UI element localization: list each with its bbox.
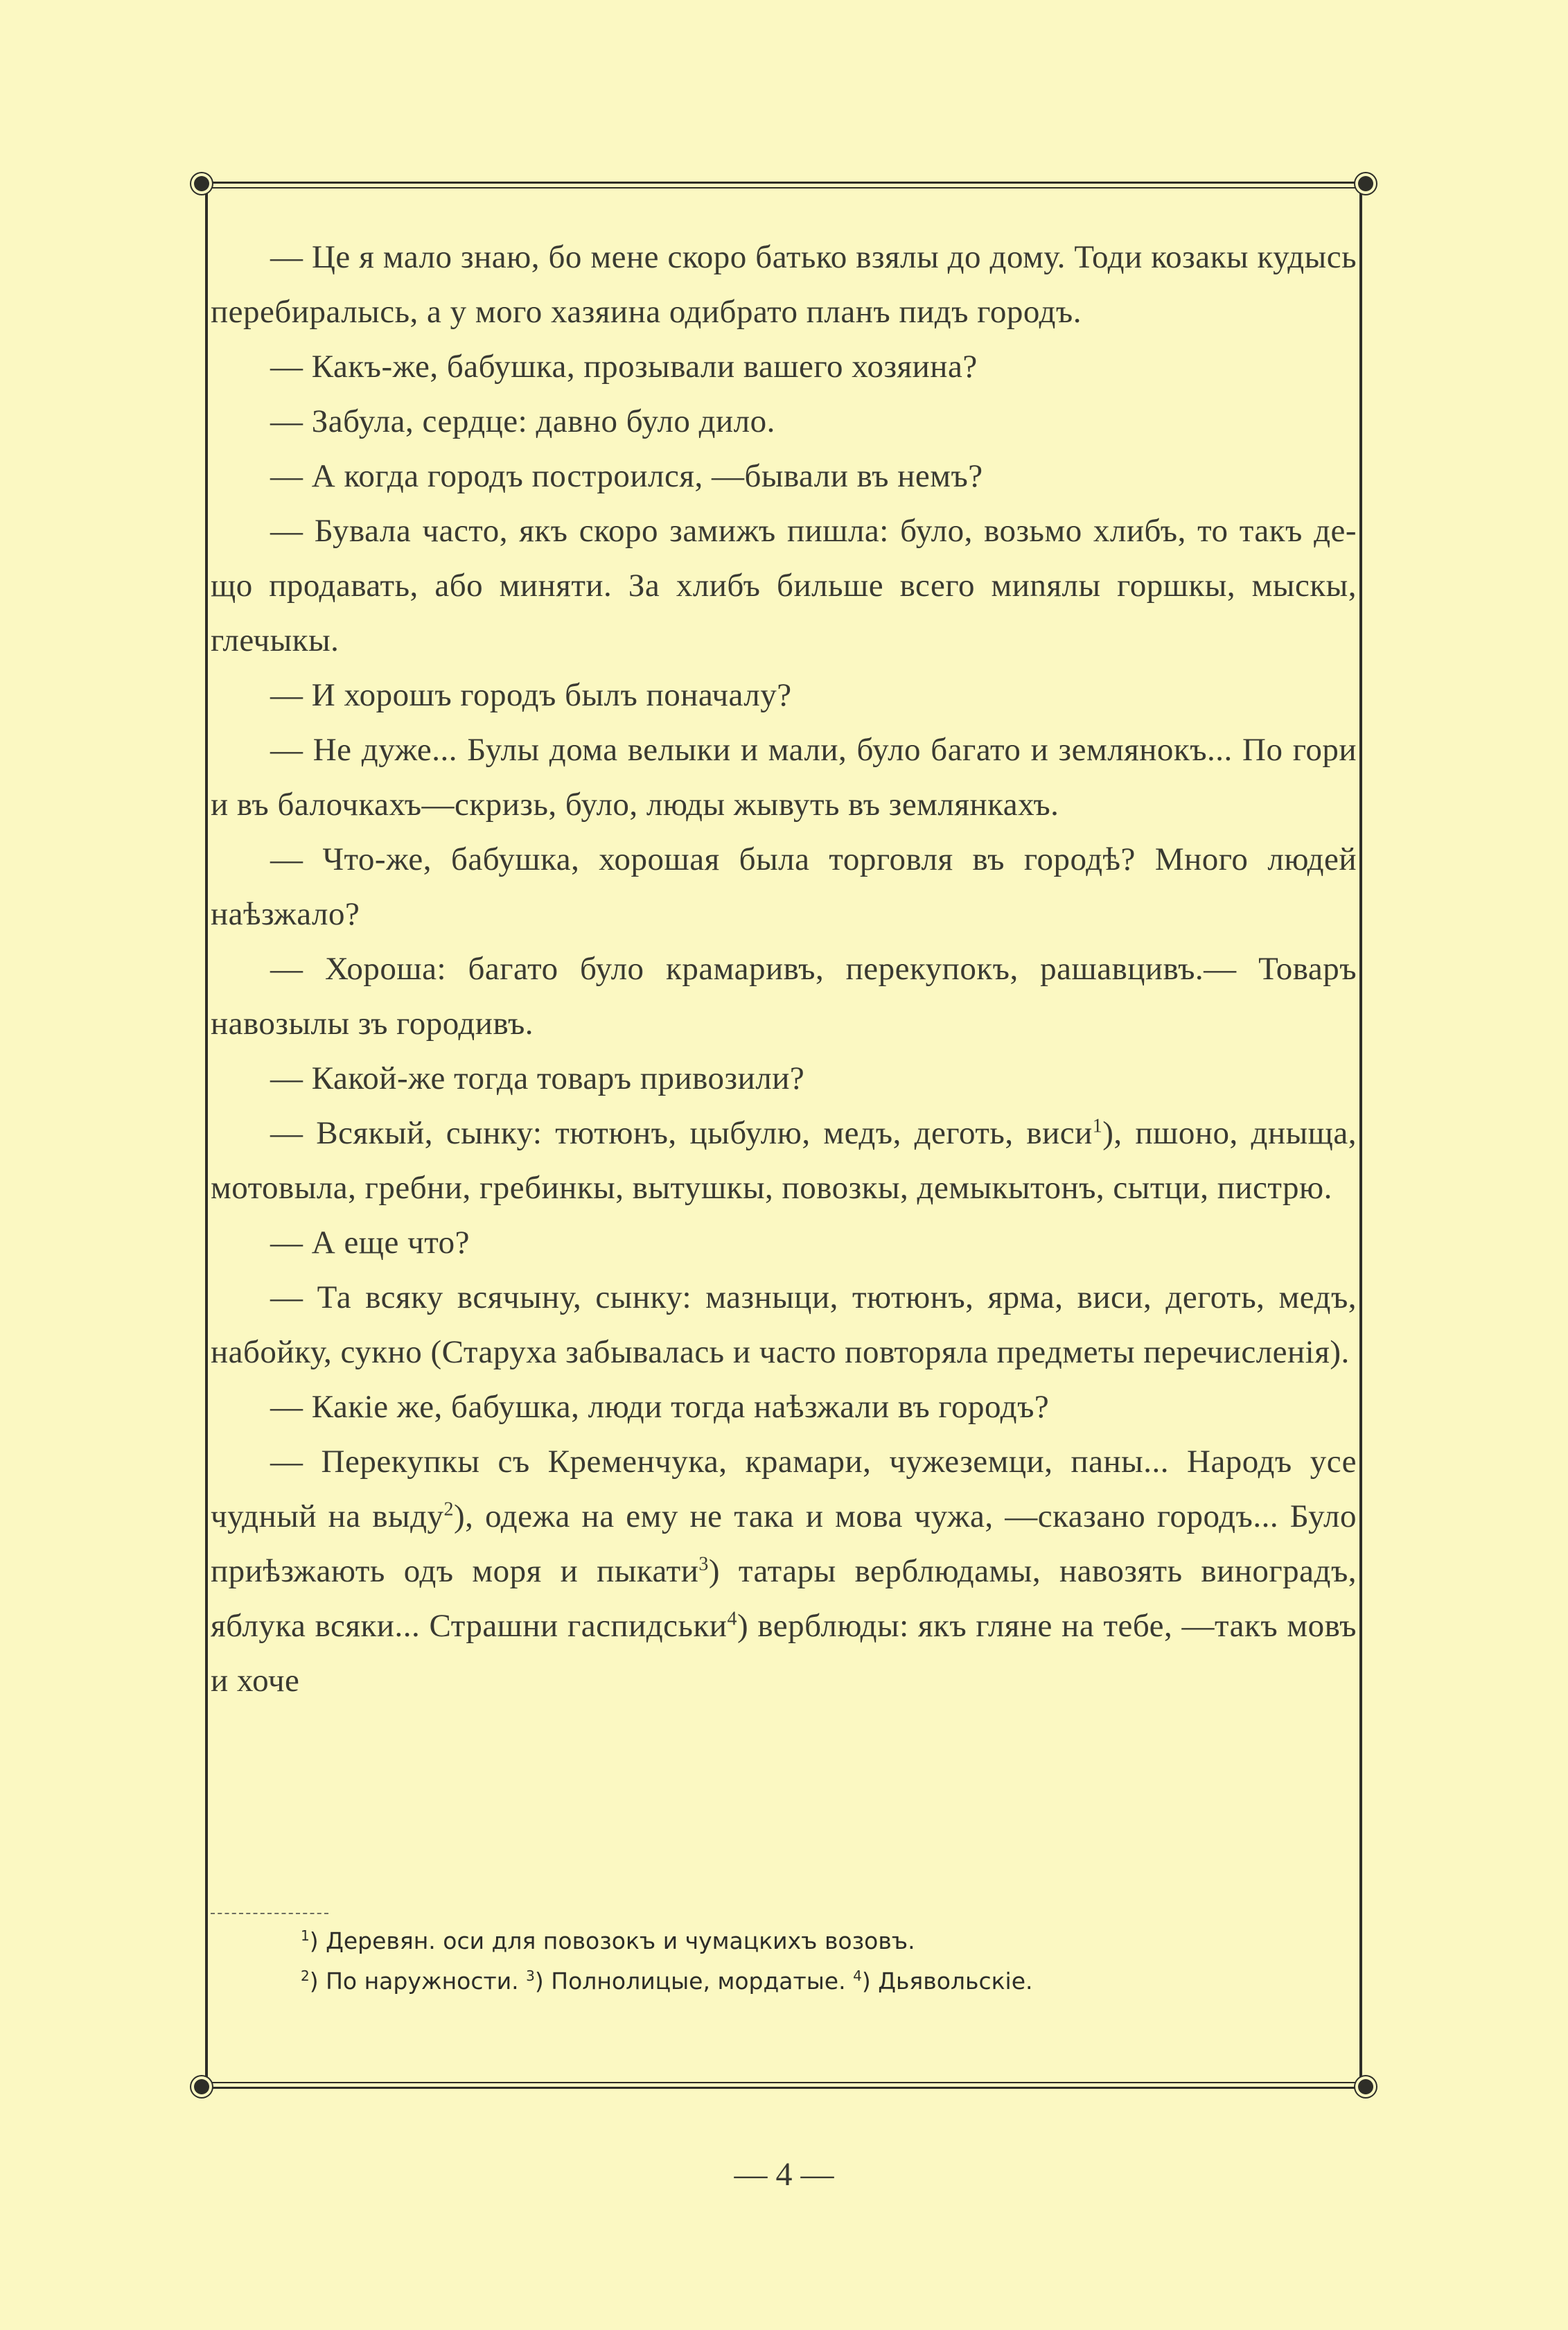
frame-left-rule [205, 182, 208, 2089]
page-frame [197, 182, 1371, 2089]
footnote-text: ) По наружности. [309, 1968, 527, 1995]
footnote-text: ) Деревян. оси для повозокъ и чумацкихъ возовъ. [309, 1927, 915, 1954]
footnote-mark: 1 [301, 1927, 310, 1944]
paragraph: — Та всяку всячыну, сынку: мазныци, тютюнъ, ярма, виси, деготь, медъ, набойку, сукно (Старуха забывалась и часто повторяла предметы перечисленія). [211, 1279, 1357, 1370]
frame-corner-ornament [194, 2079, 209, 2094]
paragraph-text: верблюдамы, навозять виноградъ, яблука всяки... Страшни гаспидськи [211, 1553, 1357, 1644]
footnote-mark: 4 [727, 1608, 737, 1630]
footnote-line [301, 1921, 1033, 1961]
paragraph: — Какіе же, бабушка, люди тогда наѣзжали въ городъ? [270, 1389, 1050, 1425]
paragraph: — Хороша: багато було крамаривъ, перекупокъ, рашавцивъ.— Товаръ навозылы зъ городивъ. [211, 951, 1357, 1042]
frame-top-rule [197, 182, 1371, 184]
footnote-mark: 2 [301, 1968, 310, 1984]
paragraph [211, 1106, 1357, 1216]
footnote-text: ) Дьявольскіе. [861, 1968, 1033, 1995]
paragraph-text: ), пшоно, дныща, мотовыла, гребни, гребинкы, вытушкы, повозкы, демыкытонъ, сытци, пистрю. [211, 1115, 1357, 1206]
paragraph: — Це я мало знаю, бо мене скоро батько взялы до дому. Тоди козакы кудысь перебиралысь, а у мого хазяина одибрато планъ пидъ городъ. [211, 239, 1357, 330]
paragraph-text: ), одежа на ему не така и мова чужа, —сказано городъ... Було приѣзжають одъ моря и пыкати [211, 1498, 1357, 1589]
frame-top-inner-rule [204, 187, 1364, 189]
footnote-separator [211, 1913, 328, 1914]
footnote-mark: 1 [1092, 1115, 1103, 1137]
footnote-line [301, 1961, 1033, 2001]
paragraph: — Бувала часто, якъ скоро замижъ пишла: було, возьмо хлибъ, то такъ де-що продавать, або миняти. За хлибъ бильше всего миnялы горшкы, мыскы, глечыкы. [211, 513, 1357, 658]
paragraph-text: ) верблюды: якъ гляне на тебе, —такъ мовъ и хоче [211, 1608, 1357, 1699]
paragraph-text: — Всякый, сынку: тютюнъ, цыбулю, медъ, деготь, виси [270, 1115, 1093, 1151]
page-number: — 4 — [734, 2156, 834, 2193]
paragraph: — Что-же, бабушка, хорошая была торговля въ городѣ? Много людей наѣзжало? [211, 841, 1357, 932]
frame-right-rule [1359, 182, 1362, 2089]
paragraph: — Не дуже... Булы дома велыки и мали, було багато и землянокъ... По гори и въ балочкахъ—скризь, було, люды жывуть въ землянкахъ. [211, 732, 1357, 823]
frame-corner-ornament [1358, 176, 1373, 191]
paragraph-text: ) татары [708, 1553, 836, 1589]
frame-corner-ornament [194, 176, 209, 191]
footnote-mark: 2 [443, 1498, 455, 1521]
paragraph: — Какой-же тогда товаръ привозили? [270, 1060, 805, 1096]
paragraph: — И хорошъ городъ былъ поначалу? [270, 677, 792, 713]
footnote-text: ) Полнолицые, мордатые. [534, 1968, 854, 1995]
footnote-mark: 4 [853, 1968, 862, 1984]
footnote-mark: 3 [526, 1968, 535, 1984]
paragraph: — А еще что? [270, 1225, 470, 1261]
footnotes [301, 1921, 1033, 2001]
paragraph: — Какъ-же, бабушка, прозывали вашего хозяина? [270, 349, 978, 385]
paragraph [211, 1435, 1357, 1708]
body-text [211, 230, 1357, 1708]
paragraph: — А когда городъ построился, —бывали въ немъ? [270, 458, 983, 494]
frame-bottom-rule [197, 2087, 1371, 2089]
paragraph: — Забула, сердце: давно було дило. [270, 403, 775, 439]
footnote-mark: 3 [698, 1553, 709, 1575]
frame-bottom-inner-rule [204, 2082, 1364, 2083]
frame-corner-ornament [1358, 2079, 1373, 2094]
paragraph-text: — Перекупкы съ Кременчука, крамари, чужеземци, паны... Народъ усе чудный на выду [211, 1444, 1357, 1534]
